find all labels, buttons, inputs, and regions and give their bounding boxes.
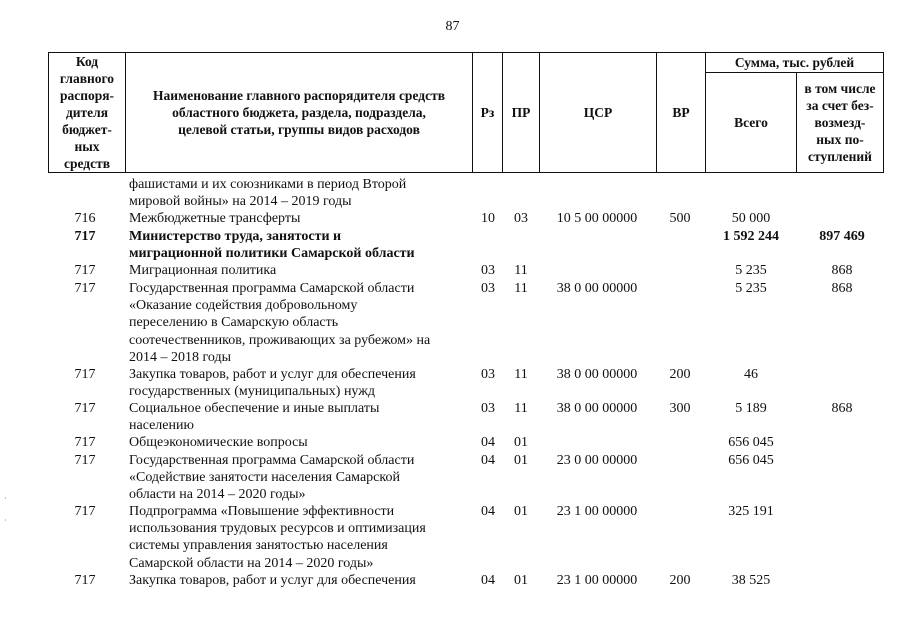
row-name: Социальное обеспечение и иные выплаты населению [129,401,380,434]
row-code: 717 [74,367,96,382]
header-total: Всего [734,115,768,130]
row-code: 717 [74,263,96,278]
row-rz: 04 [481,573,495,588]
header-incl: в том числе за счет без- возмезд- ных по- ступлений [804,81,876,164]
row-rz: 10 [481,211,495,226]
row-vr: 200 [669,573,691,588]
row-name: Государственная программа Самарской области «Оказание содействия добровольному переселению в Самарскую область соотечественников, проживающих за рубежом» на 2014 – 2018 годы [129,281,431,365]
header-rz: Рз [480,105,495,120]
row-total: 5 189 [735,401,767,416]
row-code: 717 [74,401,96,416]
row-rz: 03 [481,263,495,278]
row-rz: 03 [481,401,495,416]
row-incl: 868 [831,263,853,278]
row-pr: 01 [514,504,528,519]
row-name: Закупка товаров, работ и услуг для обеспечения [129,573,416,588]
header-csr: ЦСР [583,105,613,120]
row-rz: 04 [481,435,495,450]
scan-speck: · [4,494,7,503]
row-code: 717 [74,453,96,468]
header-sum: Сумма, тыс. рублей [734,55,855,70]
row-code: 717 [74,504,96,519]
row-total: 325 191 [728,504,774,519]
row-total: 656 045 [728,453,774,468]
row-rz: 03 [481,281,495,296]
row-total: 38 525 [731,573,771,588]
row-incl: 897 469 [819,229,865,244]
row-pr: 03 [514,211,528,226]
row-name: Закупка товаров, работ и услуг для обеспечения государственных (муниципальных) нужд [129,367,416,400]
row-pr: 11 [514,367,528,382]
row-incl: 868 [831,281,853,296]
row-total: 656 045 [728,435,774,450]
row-pr: 01 [514,435,528,450]
row-name: Общеэкономические вопросы [129,435,308,450]
row-total: 50 000 [731,211,771,226]
row-csr: 23 1 00 00000 [556,573,638,588]
row-pr: 11 [514,401,528,416]
row-code: 716 [74,211,96,226]
row-pr: 11 [514,281,528,296]
row-total: 46 [744,367,758,382]
header-code: Код главного распоря- дителя бюджет- ных средств [59,54,115,171]
row-total: 5 235 [735,281,767,296]
row-name: Межбюджетные трансферты [129,211,301,226]
row-csr: 38 0 00 00000 [556,281,638,296]
row-vr: 200 [669,367,691,382]
row-name: Миграционная политика [129,263,277,278]
row-code: 717 [74,573,96,588]
header-name: Наименование главного распорядителя средств областного бюджета, раздела, подраздела, целевой статьи, группы видов расходов [152,88,445,137]
row-code: 717 [74,435,96,450]
row-vr: 300 [669,401,691,416]
row-name: Государственная программа Самарской области «Содействие занятости населения Самарской области на 2014 – 2020 годы» [129,453,415,503]
row-rz: 04 [481,504,495,519]
row-rz: 03 [481,367,495,382]
row-pr: 01 [514,453,528,468]
scan-speck: · [4,516,7,525]
row-vr: 500 [669,211,691,226]
row-total: 1 592 244 [723,229,779,244]
row-name: Министерство труда, занятости и миграционной политики Самарской области [129,229,415,262]
row-incl: 868 [831,401,853,416]
row-total: 5 235 [735,263,767,278]
row-code: 717 [74,229,96,244]
row-name: Подпрограмма «Повышение эффективности использования трудовых ресурсов и оптимизация системы управления занятостью населения Самарской области на 2014 – 2020 годы» [129,504,426,571]
header-vr: ВР [672,105,690,120]
header-pr: ПР [511,105,531,120]
row-csr: 10 5 00 00000 [556,211,638,226]
row-csr: 38 0 00 00000 [556,367,638,382]
row-pr: 11 [514,263,528,278]
row-csr: 23 0 00 00000 [556,453,638,468]
row-csr: 23 1 00 00000 [556,504,638,519]
row-rz: 04 [481,453,495,468]
row-name: фашистами и их союзниками в период Второй мировой войны» на 2014 – 2019 годы [129,177,407,210]
page-number: 87 [445,19,460,34]
row-code: 717 [74,281,96,296]
row-csr: 38 0 00 00000 [556,401,638,416]
row-pr: 01 [514,573,528,588]
